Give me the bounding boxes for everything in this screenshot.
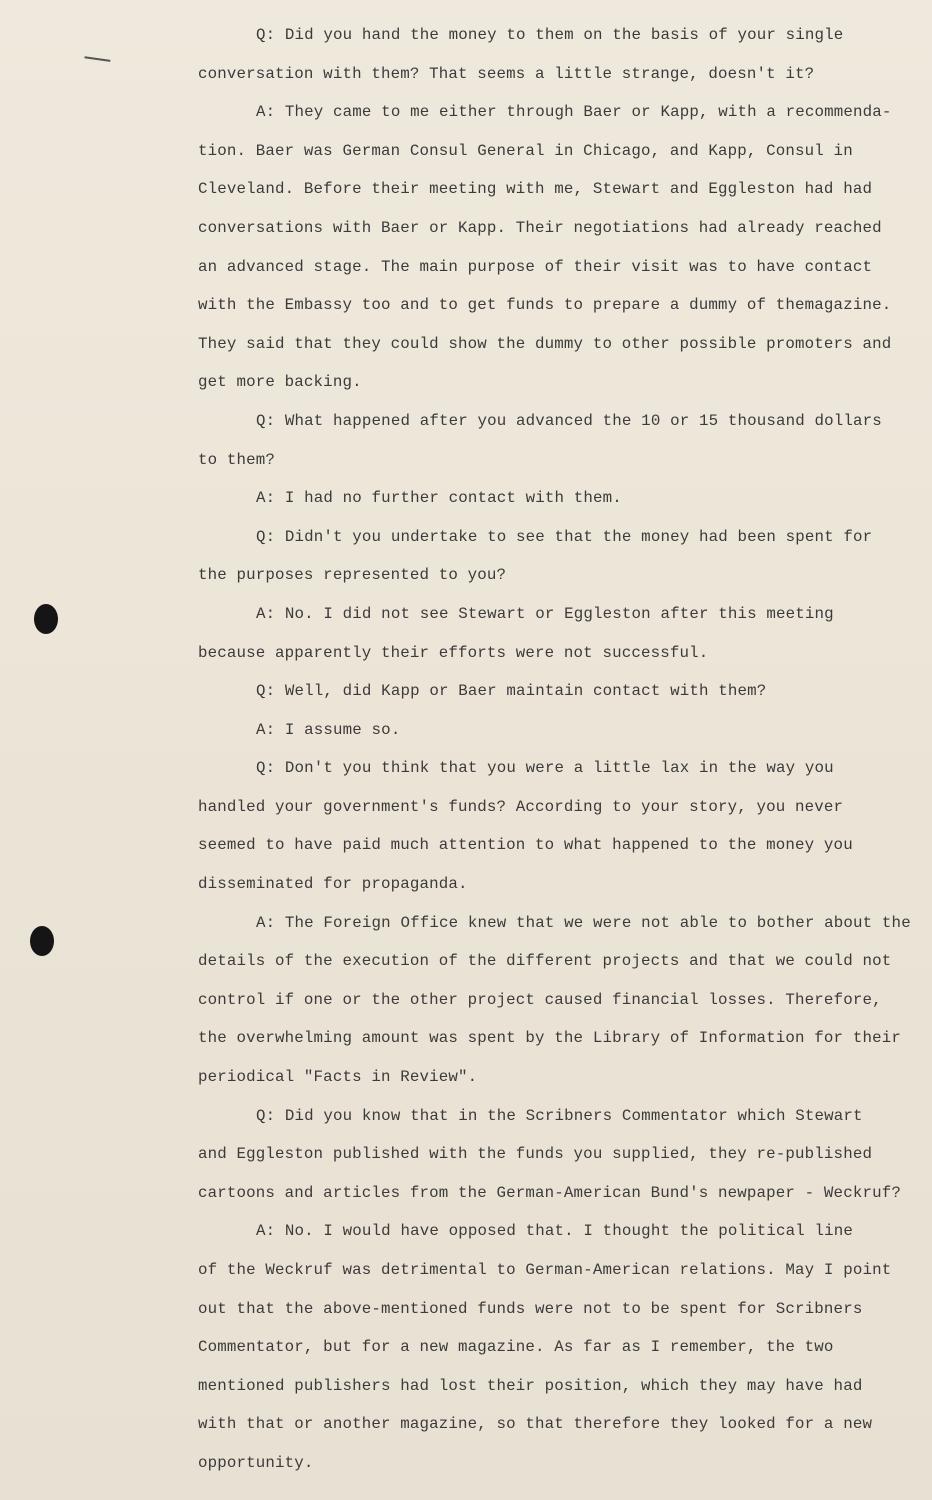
paragraph-line: details of the execution of the different projects and that we could not	[198, 952, 892, 971]
paragraph-first-line: Q: Did you know that in the Scribners Commentator which Stewart	[256, 1106, 863, 1125]
paragraph-line: because apparently their efforts were not successful.	[198, 643, 709, 662]
qa-paragraph	[140, 904, 911, 1097]
paragraph-first-line: A: No. I did not see Stewart or Eggleston after this meeting	[256, 604, 834, 623]
paragraph-line: an advanced stage. The main purpose of their visit was to have contact	[198, 257, 873, 276]
paragraph-line: conversation with them? That seems a little strange, doesn't it?	[198, 64, 815, 83]
qa-paragraph	[140, 16, 870, 93]
paragraph-line: Cleveland. Before their meeting with me, Stewart and Eggleston had had	[198, 180, 873, 199]
paragraph-line: mentioned publishers had lost their position, which they may have had	[198, 1376, 863, 1395]
qa-paragraph	[140, 402, 882, 479]
paragraph-line: disseminated for propaganda.	[198, 875, 468, 894]
paragraph-line: out that the above-mentioned funds were not to be spent for Scribners	[198, 1299, 863, 1318]
paragraph-line: opportunity.	[198, 1453, 314, 1472]
qa-paragraph	[140, 93, 892, 402]
qa-paragraph	[140, 1212, 892, 1482]
punch-hole-bottom	[30, 926, 54, 956]
paragraph-line: tion. Baer was German Consul General in Chicago, and Kapp, Consul in	[198, 141, 853, 160]
paragraph-line: with that or another magazine, so that therefore they looked for a new	[198, 1415, 873, 1434]
qa-paragraph	[140, 479, 870, 518]
paragraph-line: the purposes represented to you?	[198, 566, 507, 585]
paragraph-first-line: Q: Did you hand the money to them on the basis of your single	[256, 26, 844, 44]
qa-paragraph	[140, 518, 873, 595]
paragraph-line: cartoons and articles from the German-American Bund's newpaper - Weckruf?	[198, 1183, 901, 1202]
paragraph-first-line: A: I assume so.	[256, 720, 401, 739]
qa-paragraph	[140, 595, 870, 672]
paragraph-first-line: A: The Foreign Office knew that we were not able to bother about the	[256, 913, 911, 932]
paragraph-line: and Eggleston published with the funds you supplied, they re-published	[198, 1145, 873, 1164]
paragraph-line: conversations with Baer or Kapp. Their negotiations had already reached	[198, 218, 882, 237]
paragraph-line: control if one or the other project caused financial losses. Therefore,	[198, 990, 882, 1009]
paragraph-line: of the Weckruf was detrimental to German-American relations. May I point	[198, 1261, 892, 1279]
paragraph-first-line: A: They came to me either through Baer or Kapp, with a recommenda-	[256, 103, 892, 122]
paragraph-first-line: A: I had no further contact with them.	[256, 489, 622, 508]
paragraph-line: periodical "Facts in Review".	[198, 1068, 478, 1087]
paragraph-line: seemed to have paid much attention to what happened to the money you	[198, 836, 853, 855]
qa-paragraph	[140, 1097, 901, 1213]
paragraph-first-line: Q: What happened after you advanced the 10 or 15 thousand dollars	[256, 411, 882, 430]
paragraph-line: They said that they could show the dummy to other possible promoters and	[198, 334, 892, 353]
punch-hole-top	[34, 604, 58, 634]
paragraph-first-line: Q: Didn't you undertake to see that the money had been spent for	[256, 527, 873, 546]
paragraph-line: get more backing.	[198, 373, 362, 392]
qa-paragraph	[140, 711, 870, 750]
qa-paragraph	[140, 672, 870, 711]
paragraph-line: handled your government's funds? According to your story, you never	[198, 797, 844, 816]
paragraph-first-line: Q: Well, did Kapp or Baer maintain contact with them?	[256, 682, 767, 701]
margin-mark	[84, 56, 111, 68]
qa-paragraph	[140, 749, 870, 903]
paragraph-line: with the Embassy too and to get funds to prepare a dummy of themagazine.	[198, 296, 892, 315]
paragraph-first-line: A: No. I would have opposed that. I thought the political line	[256, 1222, 854, 1241]
paragraph-line: to them?	[198, 450, 276, 469]
paragraph-first-line: Q: Don't you think that you were a little lax in the way you	[256, 759, 834, 778]
paragraph-line: Commentator, but for a new magazine. As far as I remember, the two	[198, 1338, 834, 1357]
transcript-body	[140, 16, 911, 1483]
paragraph-line: the overwhelming amount was spent by the Library of Information for their	[198, 1029, 901, 1048]
